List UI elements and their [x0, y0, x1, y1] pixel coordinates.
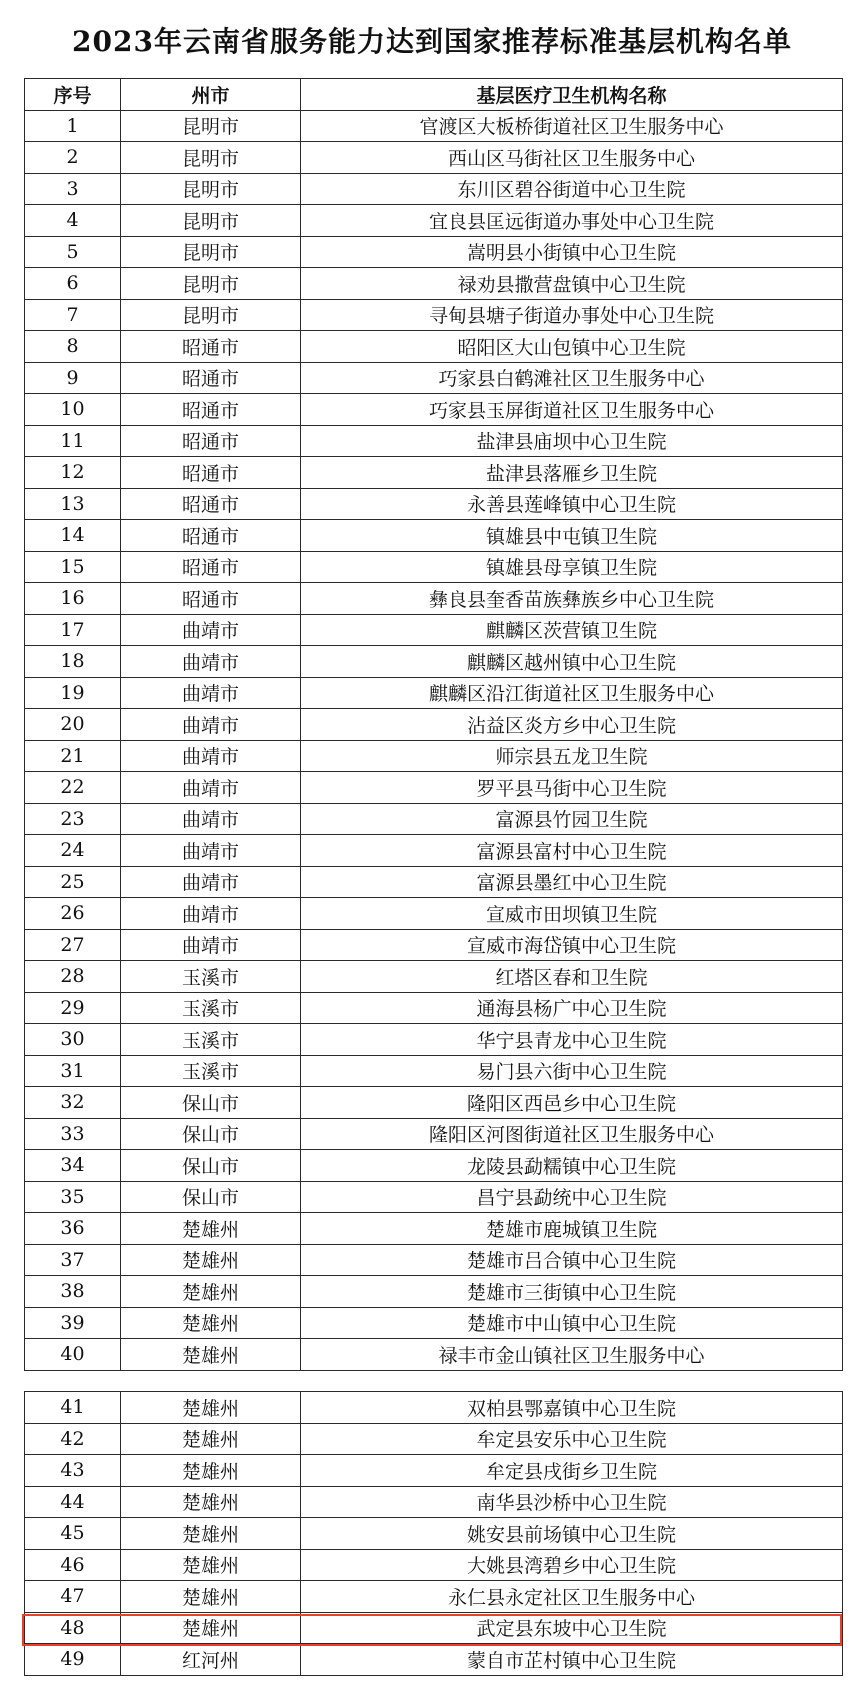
cell-serial-number: 14: [25, 520, 121, 552]
cell-city: 楚雄州: [121, 1392, 301, 1424]
cell-city: 曲靖市: [121, 740, 301, 772]
table-row: [25, 1612, 843, 1644]
cell-institution-name: 蒙自市芷村镇中心卫生院: [301, 1644, 843, 1676]
institution-table-part-2: [24, 1391, 843, 1676]
cell-serial-number: 12: [25, 457, 121, 489]
cell-serial-number: 21: [25, 740, 121, 772]
cell-city: 楚雄州: [121, 1549, 301, 1581]
cell-institution-name: 隆阳区河图街道社区卫生服务中心: [301, 1118, 843, 1150]
cell-serial-number: 9: [25, 362, 121, 394]
cell-institution-name: 巧家县玉屏街道社区卫生服务中心: [301, 394, 843, 426]
table-body-part-2: [25, 1392, 843, 1676]
table-row: [25, 1423, 843, 1455]
cell-institution-name: 镇雄县母享镇卫生院: [301, 551, 843, 583]
cell-city: 昆明市: [121, 142, 301, 174]
cell-city: 昆明市: [121, 268, 301, 300]
cell-serial-number: 35: [25, 1181, 121, 1213]
cell-institution-name: 牟定县安乐中心卫生院: [301, 1423, 843, 1455]
table-row: [25, 236, 843, 268]
cell-institution-name: 镇雄县中屯镇卫生院: [301, 520, 843, 552]
cell-institution-name: 昌宁县勐统中心卫生院: [301, 1181, 843, 1213]
cell-city: 昭通市: [121, 457, 301, 489]
cell-institution-name: 寻甸县塘子街道办事处中心卫生院: [301, 299, 843, 331]
cell-institution-name: 红塔区春和卫生院: [301, 961, 843, 993]
table-row: [25, 1581, 843, 1613]
table-row: [25, 268, 843, 300]
cell-serial-number: 19: [25, 677, 121, 709]
table-row: [25, 772, 843, 804]
table-row: [25, 1392, 843, 1424]
cell-serial-number: 23: [25, 803, 121, 835]
cell-city: 曲靖市: [121, 866, 301, 898]
table-row: [25, 1339, 843, 1371]
cell-serial-number: 27: [25, 929, 121, 961]
header-city: 州市: [121, 79, 301, 111]
cell-institution-name: 昭阳区大山包镇中心卫生院: [301, 331, 843, 363]
cell-city: 昆明市: [121, 299, 301, 331]
cell-city: 楚雄州: [121, 1339, 301, 1371]
cell-institution-name: 大姚县湾碧乡中心卫生院: [301, 1549, 843, 1581]
table-row: [25, 929, 843, 961]
table-row: [25, 583, 843, 615]
cell-institution-name: 楚雄市吕合镇中心卫生院: [301, 1244, 843, 1276]
cell-institution-name: 双柏县鄂嘉镇中心卫生院: [301, 1392, 843, 1424]
cell-city: 曲靖市: [121, 929, 301, 961]
cell-serial-number: 10: [25, 394, 121, 426]
cell-serial-number: 45: [25, 1518, 121, 1550]
cell-serial-number: 15: [25, 551, 121, 583]
cell-serial-number: 1: [25, 110, 121, 142]
cell-serial-number: 17: [25, 614, 121, 646]
cell-institution-name: 沾益区炎方乡中心卫生院: [301, 709, 843, 741]
cell-serial-number: 47: [25, 1581, 121, 1613]
cell-serial-number: 20: [25, 709, 121, 741]
table-row: [25, 677, 843, 709]
page-title: 2023年云南省服务能力达到国家推荐标准基层机构名单: [72, 25, 792, 58]
cell-serial-number: 28: [25, 961, 121, 993]
cell-institution-name: 彝良县奎香苗族彝族乡中心卫生院: [301, 583, 843, 615]
cell-institution-name: 巧家县白鹤滩社区卫生服务中心: [301, 362, 843, 394]
cell-institution-name: 龙陵县勐糯镇中心卫生院: [301, 1150, 843, 1182]
cell-institution-name: 麒麟区沿江街道社区卫生服务中心: [301, 677, 843, 709]
table-row: [25, 299, 843, 331]
table-header-row: [25, 79, 843, 111]
institution-table-part-1: [24, 78, 843, 1371]
cell-serial-number: 5: [25, 236, 121, 268]
table-row: [25, 1024, 843, 1056]
cell-city: 昆明市: [121, 110, 301, 142]
cell-institution-name: 盐津县庙坝中心卫生院: [301, 425, 843, 457]
cell-city: 玉溪市: [121, 961, 301, 993]
cell-city: 昭通市: [121, 394, 301, 426]
cell-city: 楚雄州: [121, 1612, 301, 1644]
cell-city: 保山市: [121, 1150, 301, 1182]
table-row: [25, 1118, 843, 1150]
cell-city: 昭通市: [121, 551, 301, 583]
cell-institution-name: 楚雄市鹿城镇卫生院: [301, 1213, 843, 1245]
cell-serial-number: 13: [25, 488, 121, 520]
cell-serial-number: 40: [25, 1339, 121, 1371]
table-row: [25, 425, 843, 457]
table-row: [25, 1307, 843, 1339]
table-row: [25, 362, 843, 394]
table-row: [25, 1549, 843, 1581]
cell-institution-name: 华宁县青龙中心卫生院: [301, 1024, 843, 1056]
cell-serial-number: 29: [25, 992, 121, 1024]
cell-institution-name: 罗平县马街中心卫生院: [301, 772, 843, 804]
cell-institution-name: 易门县六街中心卫生院: [301, 1055, 843, 1087]
cell-institution-name: 麒麟区越州镇中心卫生院: [301, 646, 843, 678]
cell-city: 曲靖市: [121, 898, 301, 930]
table-row: [25, 866, 843, 898]
table-row: [25, 992, 843, 1024]
table-row: [25, 1150, 843, 1182]
cell-city: 昭通市: [121, 362, 301, 394]
table-row: [25, 803, 843, 835]
cell-serial-number: 7: [25, 299, 121, 331]
cell-institution-name: 麒麟区茨营镇卫生院: [301, 614, 843, 646]
cell-city: 楚雄州: [121, 1244, 301, 1276]
cell-serial-number: 34: [25, 1150, 121, 1182]
cell-city: 昭通市: [121, 583, 301, 615]
cell-institution-name: 宣威市海岱镇中心卫生院: [301, 929, 843, 961]
cell-city: 曲靖市: [121, 709, 301, 741]
table-row: [25, 740, 843, 772]
cell-city: 保山市: [121, 1181, 301, 1213]
table-row: [25, 205, 843, 237]
table-row: [25, 1518, 843, 1550]
cell-institution-name: 禄丰市金山镇社区卫生服务中心: [301, 1339, 843, 1371]
cell-city: 曲靖市: [121, 772, 301, 804]
cell-institution-name: 富源县富村中心卫生院: [301, 835, 843, 867]
cell-city: 楚雄州: [121, 1518, 301, 1550]
cell-city: 昆明市: [121, 236, 301, 268]
table-row: [25, 110, 843, 142]
cell-institution-name: 官渡区大板桥街道社区卫生服务中心: [301, 110, 843, 142]
table-row: [25, 520, 843, 552]
cell-city: 楚雄州: [121, 1455, 301, 1487]
cell-institution-name: 永善县莲峰镇中心卫生院: [301, 488, 843, 520]
cell-city: 昆明市: [121, 205, 301, 237]
cell-serial-number: 24: [25, 835, 121, 867]
cell-institution-name: 南华县沙桥中心卫生院: [301, 1486, 843, 1518]
table-row: [25, 1055, 843, 1087]
cell-city: 曲靖市: [121, 677, 301, 709]
cell-institution-name: 东川区碧谷街道中心卫生院: [301, 173, 843, 205]
cell-city: 楚雄州: [121, 1581, 301, 1613]
cell-city: 保山市: [121, 1087, 301, 1119]
cell-serial-number: 31: [25, 1055, 121, 1087]
cell-city: 昆明市: [121, 173, 301, 205]
cell-city: 昭通市: [121, 331, 301, 363]
cell-city: 楚雄州: [121, 1276, 301, 1308]
table-row: [25, 646, 843, 678]
cell-serial-number: 43: [25, 1455, 121, 1487]
cell-city: 曲靖市: [121, 835, 301, 867]
table-row: [25, 142, 843, 174]
table-row: [25, 898, 843, 930]
cell-serial-number: 38: [25, 1276, 121, 1308]
cell-serial-number: 44: [25, 1486, 121, 1518]
cell-institution-name: 富源县竹园卫生院: [301, 803, 843, 835]
table-row: [25, 709, 843, 741]
cell-serial-number: 48: [25, 1612, 121, 1644]
cell-serial-number: 2: [25, 142, 121, 174]
header-institution-name: 基层医疗卫生机构名称: [301, 79, 843, 111]
cell-serial-number: 42: [25, 1423, 121, 1455]
cell-city: 玉溪市: [121, 1024, 301, 1056]
cell-institution-name: 西山区马街社区卫生服务中心: [301, 142, 843, 174]
cell-serial-number: 33: [25, 1118, 121, 1150]
cell-city: 楚雄州: [121, 1423, 301, 1455]
table-row: [25, 1455, 843, 1487]
cell-serial-number: 41: [25, 1392, 121, 1424]
cell-serial-number: 25: [25, 866, 121, 898]
cell-city: 昭通市: [121, 425, 301, 457]
table-row: [25, 1276, 843, 1308]
cell-institution-name: 武定县东坡中心卫生院: [301, 1612, 843, 1644]
header-serial-number: 序号: [25, 79, 121, 111]
cell-serial-number: 39: [25, 1307, 121, 1339]
cell-serial-number: 3: [25, 173, 121, 205]
table-row: [25, 488, 843, 520]
cell-institution-name: 楚雄市三街镇中心卫生院: [301, 1276, 843, 1308]
cell-institution-name: 楚雄市中山镇中心卫生院: [301, 1307, 843, 1339]
cell-city: 曲靖市: [121, 614, 301, 646]
table-row: [25, 1486, 843, 1518]
table-row: [25, 394, 843, 426]
cell-institution-name: 宣威市田坝镇卫生院: [301, 898, 843, 930]
cell-city: 楚雄州: [121, 1213, 301, 1245]
table-row: [25, 1213, 843, 1245]
table-row: [25, 457, 843, 489]
cell-serial-number: 18: [25, 646, 121, 678]
cell-serial-number: 46: [25, 1549, 121, 1581]
cell-serial-number: 22: [25, 772, 121, 804]
cell-serial-number: 8: [25, 331, 121, 363]
cell-serial-number: 26: [25, 898, 121, 930]
cell-serial-number: 32: [25, 1087, 121, 1119]
table-row: [25, 614, 843, 646]
cell-city: 红河州: [121, 1644, 301, 1676]
cell-institution-name: 隆阳区西邑乡中心卫生院: [301, 1087, 843, 1119]
table-row: [25, 173, 843, 205]
cell-serial-number: 36: [25, 1213, 121, 1245]
cell-city: 玉溪市: [121, 992, 301, 1024]
cell-institution-name: 富源县墨红中心卫生院: [301, 866, 843, 898]
cell-institution-name: 盐津县落雁乡卫生院: [301, 457, 843, 489]
cell-city: 曲靖市: [121, 803, 301, 835]
cell-city: 昭通市: [121, 520, 301, 552]
cell-institution-name: 姚安县前场镇中心卫生院: [301, 1518, 843, 1550]
cell-city: 楚雄州: [121, 1486, 301, 1518]
table-body-part-1: [25, 110, 843, 1370]
cell-city: 玉溪市: [121, 1055, 301, 1087]
table-row: [25, 331, 843, 363]
cell-institution-name: 禄劝县撒营盘镇中心卫生院: [301, 268, 843, 300]
table-row: [25, 1181, 843, 1213]
cell-institution-name: 师宗县五龙卫生院: [301, 740, 843, 772]
table-row: [25, 961, 843, 993]
cell-institution-name: 永仁县永定社区卫生服务中心: [301, 1581, 843, 1613]
cell-serial-number: 6: [25, 268, 121, 300]
cell-serial-number: 16: [25, 583, 121, 615]
table-row: [25, 1087, 843, 1119]
cell-serial-number: 30: [25, 1024, 121, 1056]
cell-institution-name: 嵩明县小街镇中心卫生院: [301, 236, 843, 268]
cell-serial-number: 37: [25, 1244, 121, 1276]
cell-institution-name: 通海县杨广中心卫生院: [301, 992, 843, 1024]
table-row: [25, 835, 843, 867]
table-row: [25, 551, 843, 583]
cell-institution-name: 宜良县匡远街道办事处中心卫生院: [301, 205, 843, 237]
cell-serial-number: 11: [25, 425, 121, 457]
cell-serial-number: 49: [25, 1644, 121, 1676]
table-row: [25, 1244, 843, 1276]
cell-serial-number: 4: [25, 205, 121, 237]
cell-institution-name: 牟定县戌街乡卫生院: [301, 1455, 843, 1487]
cell-city: 昭通市: [121, 488, 301, 520]
cell-city: 保山市: [121, 1118, 301, 1150]
cell-city: 曲靖市: [121, 646, 301, 678]
cell-city: 楚雄州: [121, 1307, 301, 1339]
table-row: [25, 1644, 843, 1676]
